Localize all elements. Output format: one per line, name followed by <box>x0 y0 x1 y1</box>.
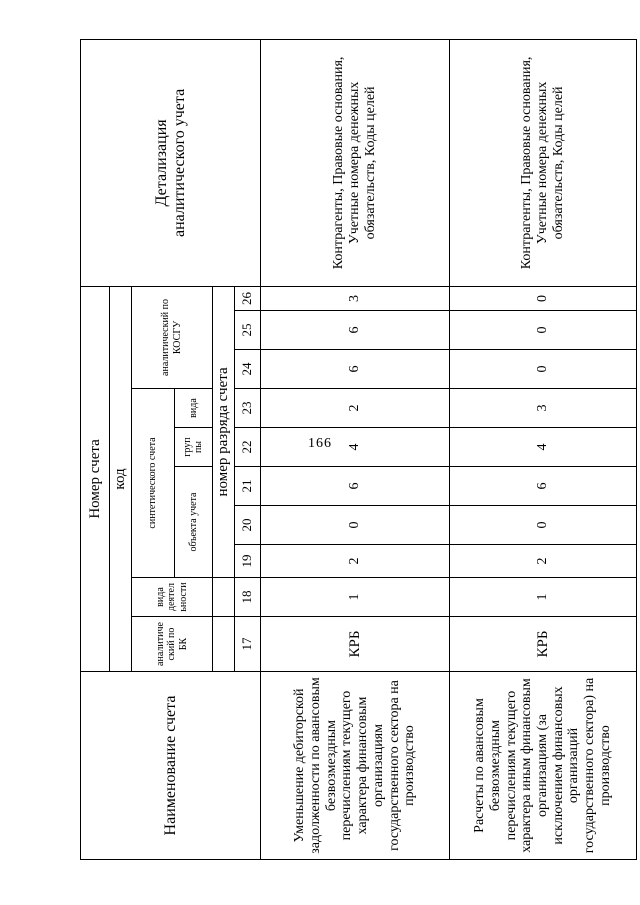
row-1-detail: Контрагенты, Правовые основания, Учетные номера денежных обязательств, Коды целей <box>261 39 449 286</box>
row-2-digit-20: 0 <box>449 506 636 545</box>
header-code: код <box>110 286 132 671</box>
row-2-digit-18: 1 <box>449 578 636 617</box>
row-2-digit-24: 0 <box>449 350 636 389</box>
header-group: груп пы <box>174 428 212 467</box>
row-2-digit-19: 2 <box>449 545 636 578</box>
digit-26: 26 <box>234 286 261 310</box>
account-table-wrapper <box>80 40 640 860</box>
digit-21: 21 <box>234 467 261 506</box>
row-2-detail: Контрагенты, Правовые основания, Учетные номера денежных обязательств, Коды целей <box>449 39 636 286</box>
digit-17: 17 <box>234 617 261 672</box>
digit-25: 25 <box>234 311 261 350</box>
digit-23: 23 <box>234 389 261 428</box>
row-2-digit-25: 0 <box>449 311 636 350</box>
row-1-kod: КРБ <box>261 617 449 672</box>
row-1-digit-23: 2 <box>261 389 449 428</box>
digit-24: 24 <box>234 350 261 389</box>
account-table <box>80 39 637 860</box>
table-row <box>261 39 449 859</box>
header-digit-number: номер разряда счета <box>212 286 234 577</box>
row-1-account-name: Уменьшение дебиторской задолженности по авансовым безвозмездным перечислениям текущего характера финансовым организациям государственного сектора на производство <box>261 672 449 860</box>
row-1-digit-19: 2 <box>261 545 449 578</box>
row-1-digit-26: 3 <box>261 286 449 310</box>
row-1-digit-22: 4 <box>261 428 449 467</box>
row-2-account-name: Расчеты по авансовым безвозмездным перечислениям текущего характера иным финансовым организациям (за исключением финансовых организаций государственного сектора) на производство <box>449 672 636 860</box>
row-2-digit-21: 6 <box>449 467 636 506</box>
header-kind: вида <box>174 389 212 428</box>
row-1-digit-21: 6 <box>261 467 449 506</box>
page-number: 166 <box>308 436 332 451</box>
table-row <box>449 39 636 859</box>
digit-18: 18 <box>234 578 261 617</box>
row-1-digit-18: 1 <box>261 578 449 617</box>
digit-22: 22 <box>234 428 261 467</box>
rotated-table-container <box>80 40 640 860</box>
header-object: объекта учета <box>174 467 212 578</box>
header-analytic-kosgu: аналитический по КОСГУ <box>132 286 213 388</box>
row-1-digit-24: 6 <box>261 350 449 389</box>
digit-19: 19 <box>234 545 261 578</box>
header-activity-type: вида деятел ьности <box>132 578 213 617</box>
row-2-digit-26: 0 <box>449 286 636 310</box>
header-analytic-bk: аналитиче ский по БК <box>132 617 213 672</box>
row-2-kod: КРБ <box>449 617 636 672</box>
row-1-digit-20: 0 <box>261 506 449 545</box>
header-synthetic: синтетического счета <box>132 389 175 578</box>
header-account-number: Номер счета <box>81 286 110 671</box>
digit-20: 20 <box>234 506 261 545</box>
row-2-digit-23: 3 <box>449 389 636 428</box>
header-detail: Детализация аналитического учета <box>81 39 261 286</box>
header-account-name: Наименование счета <box>81 672 261 860</box>
row-2-digit-22: 4 <box>449 428 636 467</box>
row-1-digit-25: 6 <box>261 311 449 350</box>
